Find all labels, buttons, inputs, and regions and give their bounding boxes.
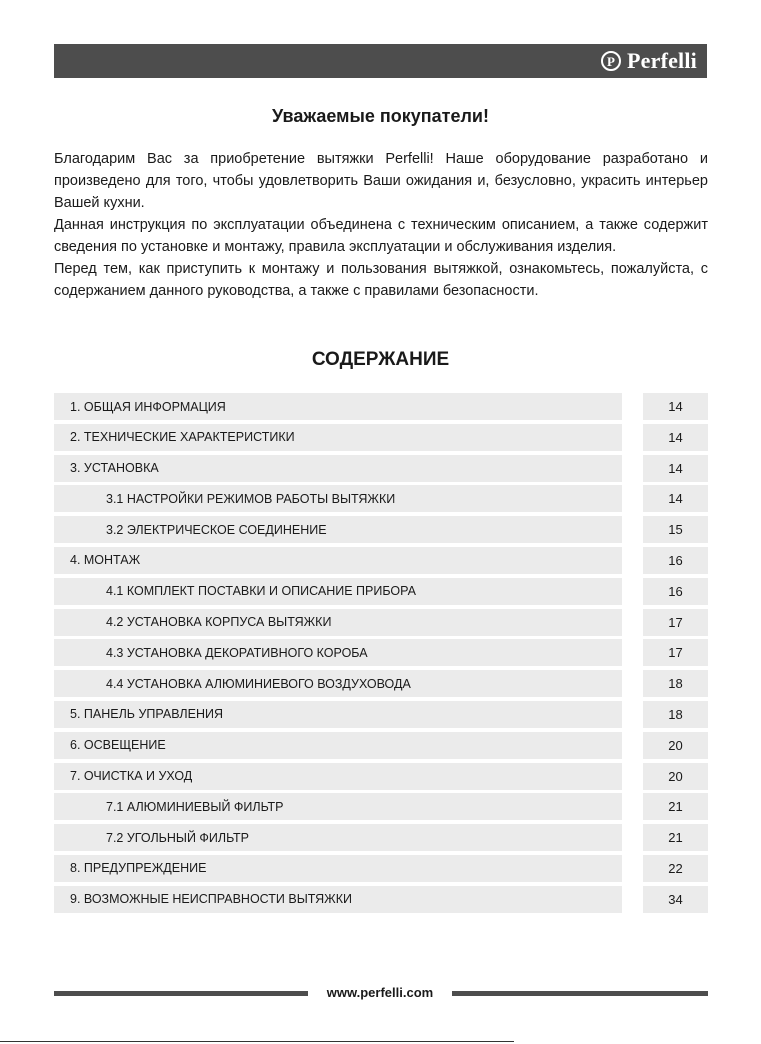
toc-entry-label: 4.1 КОМПЛЕКТ ПОСТАВКИ И ОПИСАНИЕ ПРИБОРА bbox=[54, 578, 622, 605]
toc-page-number: 16 bbox=[643, 578, 708, 605]
table-of-contents bbox=[54, 393, 708, 917]
toc-entry-label: 4. МОНТАЖ bbox=[54, 547, 622, 574]
toc-row[interactable] bbox=[54, 670, 708, 697]
brand-mark-icon: P bbox=[601, 51, 621, 71]
toc-row[interactable] bbox=[54, 485, 708, 512]
toc-page-number: 18 bbox=[643, 701, 708, 728]
toc-row[interactable] bbox=[54, 609, 708, 636]
toc-row[interactable] bbox=[54, 516, 708, 543]
toc-entry-label: 7.1 АЛЮМИНИЕВЫЙ ФИЛЬТР bbox=[54, 793, 622, 820]
page-edge-line bbox=[0, 1041, 514, 1042]
toc-page-number: 20 bbox=[643, 763, 708, 790]
toc-entry-label: 6. ОСВЕЩЕНИЕ bbox=[54, 732, 622, 759]
toc-entry-label: 7. ОЧИСТКА И УХОД bbox=[54, 763, 622, 790]
toc-page-number: 20 bbox=[643, 732, 708, 759]
toc-title: СОДЕРЖАНИЕ bbox=[311, 349, 450, 370]
toc-page-number: 34 bbox=[643, 886, 708, 913]
toc-page-number: 17 bbox=[643, 639, 708, 666]
toc-row[interactable] bbox=[54, 393, 708, 420]
toc-page-number: 14 bbox=[643, 424, 708, 451]
toc-page-number: 17 bbox=[643, 609, 708, 636]
toc-row[interactable] bbox=[54, 455, 708, 482]
toc-row[interactable] bbox=[54, 793, 708, 820]
toc-row[interactable] bbox=[54, 639, 708, 666]
header-bar bbox=[54, 44, 707, 78]
toc-row[interactable] bbox=[54, 732, 708, 759]
toc-row[interactable] bbox=[54, 424, 708, 451]
toc-row[interactable] bbox=[54, 547, 708, 574]
toc-entry-label: 4.4 УСТАНОВКА АЛЮМИНИЕВОГО ВОЗДУХОВОДА bbox=[54, 670, 622, 697]
toc-row[interactable] bbox=[54, 578, 708, 605]
footer-url[interactable]: www.perfelli.com bbox=[326, 985, 434, 1000]
toc-page-number: 14 bbox=[643, 485, 708, 512]
toc-page-number: 18 bbox=[643, 670, 708, 697]
toc-entry-label: 3.2 ЭЛЕКТРИЧЕСКОЕ СОЕДИНЕНИЕ bbox=[54, 516, 622, 543]
toc-page-number: 14 bbox=[643, 393, 708, 420]
intro-paragraph: Перед тем, как приступить к монтажу и пользования вытяжкой, ознакомьтесь, пожалуйста, с содержанием данного руководства, а также с правилами безопасности. bbox=[54, 261, 708, 299]
toc-page-number: 16 bbox=[643, 547, 708, 574]
toc-entry-label: 5. ПАНЕЛЬ УПРАВЛЕНИЯ bbox=[54, 701, 622, 728]
brand-name: Perfelli bbox=[627, 48, 697, 73]
toc-entry-label: 4.2 УСТАНОВКА КОРПУСА ВЫТЯЖКИ bbox=[54, 609, 622, 636]
toc-page-number: 21 bbox=[643, 824, 708, 851]
intro-text bbox=[54, 148, 708, 302]
toc-entry-label: 1. ОБЩАЯ ИНФОРМАЦИЯ bbox=[54, 393, 622, 420]
brand-logo bbox=[601, 48, 697, 74]
intro-paragraph: Данная инструкция по эксплуатации объединена с техническим описанием, а также содержит сведения по установке и монтажу, правила эксплуатации и обслуживания изделия. bbox=[54, 217, 708, 255]
toc-entry-label: 9. ВОЗМОЖНЫЕ НЕИСПРАВНОСТИ ВЫТЯЖКИ bbox=[54, 886, 622, 913]
toc-row[interactable] bbox=[54, 824, 708, 851]
footer-rule-left bbox=[54, 991, 308, 996]
footer-rule-right bbox=[452, 991, 708, 996]
toc-entry-label: 2. ТЕХНИЧЕСКИЕ ХАРАКТЕРИСТИКИ bbox=[54, 424, 622, 451]
greeting-heading: Уважаемые покупатели! bbox=[272, 106, 489, 126]
toc-row[interactable] bbox=[54, 855, 708, 882]
toc-row[interactable] bbox=[54, 701, 708, 728]
toc-entry-label: 3. УСТАНОВКА bbox=[54, 455, 622, 482]
toc-row[interactable] bbox=[54, 763, 708, 790]
toc-page-number: 22 bbox=[643, 855, 708, 882]
toc-entry-label: 4.3 УСТАНОВКА ДЕКОРАТИВНОГО КОРОБА bbox=[54, 639, 622, 666]
toc-page-number: 15 bbox=[643, 516, 708, 543]
toc-entry-label: 7.2 УГОЛЬНЫЙ ФИЛЬТР bbox=[54, 824, 622, 851]
toc-page-number: 21 bbox=[643, 793, 708, 820]
toc-entry-label: 3.1 НАСТРОЙКИ РЕЖИМОВ РАБОТЫ ВЫТЯЖКИ bbox=[54, 485, 622, 512]
intro-paragraph: Благодарим Вас за приобретение вытяжки Perfelli! Наше оборудование разработано и произведено для того, чтобы удовлетворить Ваши ожидания и, безусловно, украсить интерьер Вашей кухни. bbox=[54, 151, 708, 211]
toc-row[interactable] bbox=[54, 886, 708, 913]
toc-page-number: 14 bbox=[643, 455, 708, 482]
toc-entry-label: 8. ПРЕДУПРЕЖДЕНИЕ bbox=[54, 855, 622, 882]
